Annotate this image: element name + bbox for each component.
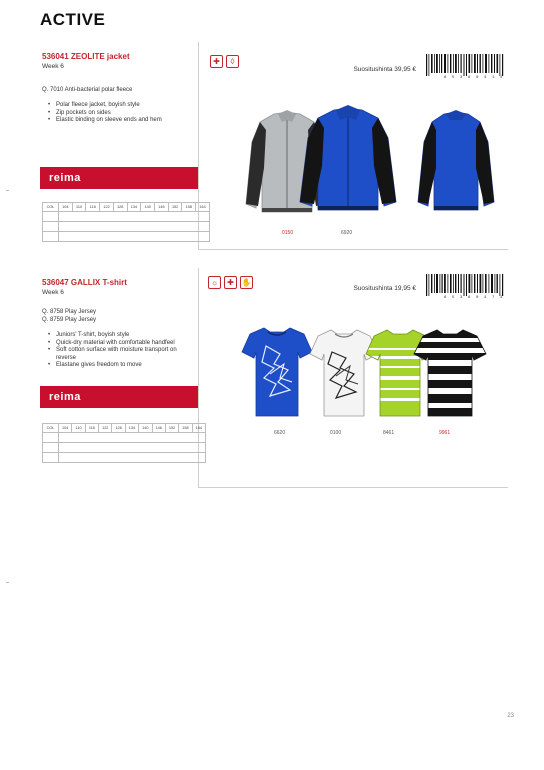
product-title: 536047 GALLIX T-shirt — [42, 278, 127, 287]
size-header: 134 — [127, 203, 141, 212]
product-section-gallix — [38, 268, 508, 488]
size-header: 128 — [113, 203, 127, 212]
page-number: 23 — [507, 713, 514, 719]
size-header: 122 — [99, 424, 112, 433]
size-header: 152 — [168, 203, 182, 212]
section-divider — [198, 249, 508, 250]
price-label: Suositushinta 19,95 € — [353, 285, 416, 292]
drop-icon: ◊ — [226, 55, 239, 68]
care-icons — [208, 276, 253, 289]
barcode-number: 6 5 3 6 0 4 7 4 — [443, 296, 504, 300]
section-divider — [198, 487, 508, 488]
color-code: 6620 — [274, 430, 286, 436]
color-code: 0100 — [330, 430, 342, 436]
size-header: 134 — [125, 424, 138, 433]
product-week: Week 6 — [42, 289, 64, 296]
size-header: 104 — [59, 424, 72, 433]
page-title: ACTIVE — [40, 10, 106, 29]
price-label: Suositushinta 39,95 € — [353, 66, 416, 73]
size-header: COL — [43, 424, 59, 433]
size-header: 116 — [85, 424, 98, 433]
product-week: Week 6 — [42, 63, 64, 70]
color-code: 8461 — [383, 430, 395, 436]
size-header: 146 — [155, 203, 169, 212]
plus-icon: ✚ — [210, 55, 223, 68]
size-header: 164 — [192, 424, 205, 433]
sun-icon: ☼ — [208, 276, 221, 289]
color-code: 6920 — [341, 230, 353, 236]
size-header: 152 — [165, 424, 178, 433]
margin-tick — [6, 190, 9, 191]
size-header: 116 — [86, 203, 100, 212]
size-header: 140 — [139, 424, 152, 433]
tshirt-black-image — [412, 326, 488, 420]
color-code: 9961 — [439, 430, 451, 436]
barcode-number: 6 5 3 6 0 4 1 4 — [443, 76, 504, 80]
size-header: COL — [43, 203, 59, 212]
size-header: 158 — [182, 203, 196, 212]
margin-tick — [6, 582, 9, 583]
plus-icon: ✚ — [224, 276, 237, 289]
feature-item: • Polar fleece jacket, boyish style — [48, 102, 198, 110]
product-title: 536041 ZEOLITE jacket — [42, 52, 130, 61]
feature-item: • Soft cotton surface with moisture transport on reverse — [48, 347, 188, 362]
jacket-blue-image — [298, 104, 398, 216]
size-header: 164 — [196, 203, 210, 212]
size-header: 110 — [72, 203, 86, 212]
size-header: 140 — [141, 203, 155, 212]
jacket-blue-back-image — [416, 108, 496, 216]
size-header: 146 — [152, 424, 165, 433]
color-code: 0150 — [282, 230, 294, 236]
care-icons — [210, 55, 239, 68]
size-header: 110 — [72, 424, 85, 433]
size-header: 158 — [179, 424, 192, 433]
feature-list — [48, 102, 198, 125]
hand-icon: ✋ — [240, 276, 253, 289]
size-table — [42, 423, 206, 463]
size-header: 128 — [112, 424, 125, 433]
feature-item: • Elastic binding on sleeve ends and hem — [48, 117, 198, 125]
barcode — [426, 274, 504, 296]
feature-item: • Zip pockets on sides — [48, 110, 198, 118]
tshirt-blue-image — [240, 324, 314, 420]
feature-list — [48, 332, 188, 370]
product-quality: Q. 8758 Play Jersey — [42, 309, 97, 315]
size-header: 104 — [59, 203, 73, 212]
brand-banner: reima — [40, 386, 198, 408]
brand-banner: reima — [40, 167, 198, 189]
product-quality: Q. 7010 Anti-bacterial polar fleece — [42, 87, 133, 93]
feature-item: • Quick-dry material with comfortable handfeel — [48, 340, 188, 348]
barcode — [426, 54, 504, 76]
feature-item: • Juniors' T-shirt, boyish style — [48, 332, 188, 340]
size-table — [42, 202, 210, 242]
feature-item: • Elastane gives freedom to move — [48, 362, 188, 370]
product-quality: Q. 8759 Play Jersey — [42, 317, 97, 323]
product-section-zeolite — [38, 42, 508, 250]
size-header: 122 — [100, 203, 114, 212]
